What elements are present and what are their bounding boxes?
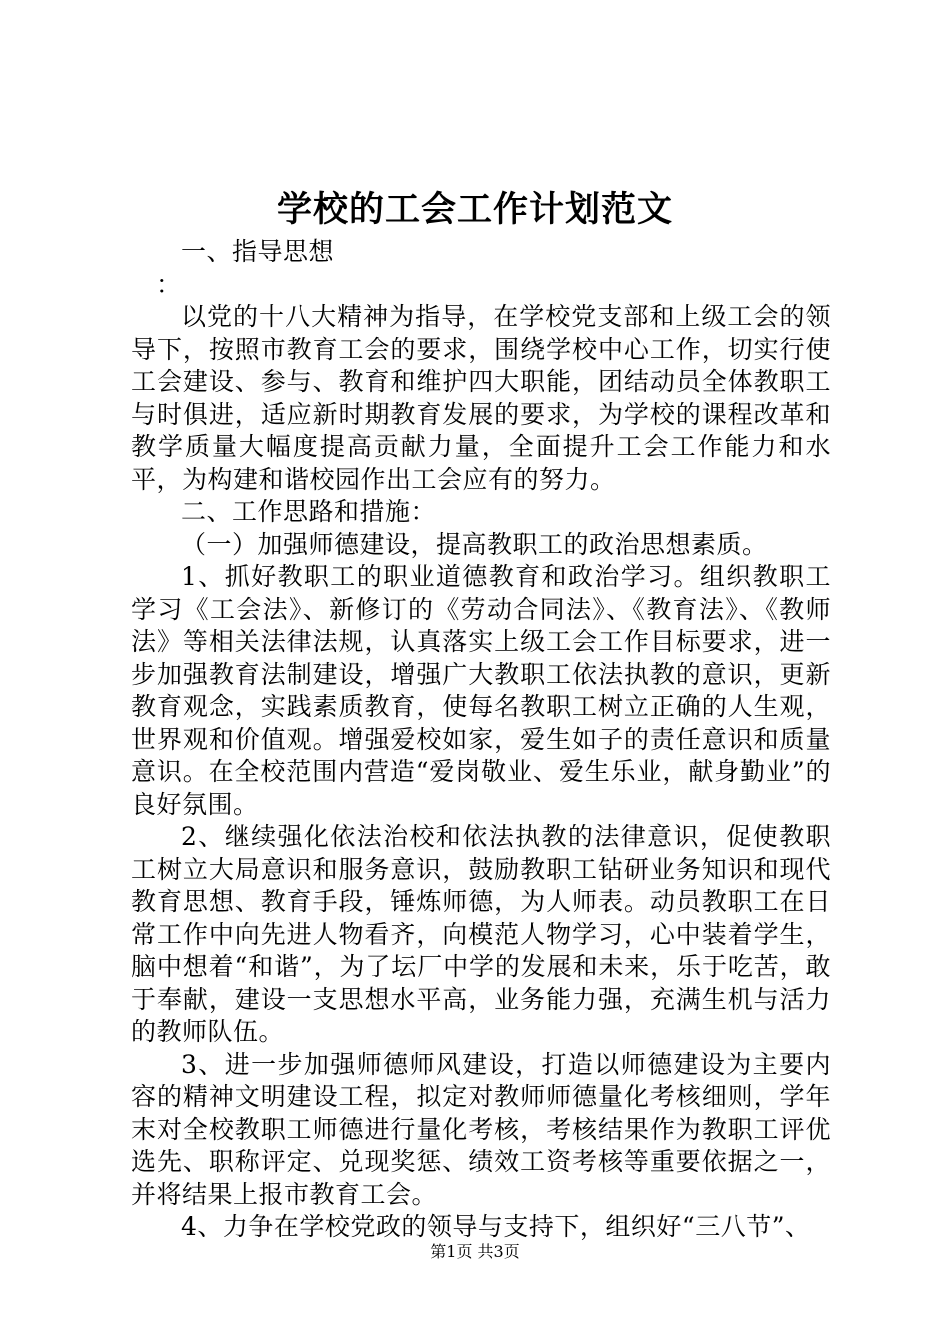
document-title: 学校的工会工作计划范文 [276, 189, 673, 230]
paragraph: 以党的十八大精神为指导，在学校党支部和上级工会的领导下，按照市教育工会的要求，围绕学校中心工作，切实行使工会建设、参与、教育和维护四大职能，团结动员全体教职工与时俱进，适应新时期教育发展的要求，为学校的课程改革和教学质量大幅度提高贡献力量，全面提升工会工作能力和水平，为构建和谐校园作出工会应有的努力。 [131, 302, 831, 494]
document-body [131, 236, 831, 1244]
colon-line: ： [156, 269, 182, 299]
section-heading: 一、指导思想 [181, 237, 335, 266]
page-number-footer: 第1页 共3页 [430, 1242, 520, 1261]
paragraph: 3、进一步加强师德师风建设，打造以师德建设为主要内容的精神文明建设工程，拟定对教师师德量化考核细则，学年末对全校教职工师德进行量化考核，考核结果作为教职工评优选先、职称评定、兑现奖惩、绩效工资考核等重要依据之一，并将结果上报市教育工会。 [131, 1049, 831, 1209]
section-heading: 二、工作思路和措施： [181, 497, 437, 526]
paragraph: 1、抓好教职工的职业道德教育和政治学习。组织教职工学习《工会法》、新修订的《劳动合同法》、《教育法》、《教师法》等相关法律法规，认真落实上级工会工作目标要求，进一步加强教育法制建设，增强广大教职工依法执教的意识，更新教育观念，实践素质教育，使每名教职工树立正确的人生观，世界观和价值观。增强爱校如家，爱生如子的责任意识和质量意识。在全校范围内营造“爱岗敬业、爱生乐业，献身勤业”的良好氛围。 [131, 562, 831, 819]
subsection-heading: （一）加强师德建设，提高教职工的政治思想素质。 [181, 529, 768, 559]
paragraph: 2、继续强化依法治校和依法执教的法律意识，促使教职工树立大局意识和服务意识，鼓励教职工钻研业务知识和现代教育思想、教育手段，锤炼师德，为人师表。动员教职工在日常工作中向先进人物看齐，向模范人物学习，心中装着学生，脑中想着“和谐”，为了坛厂中学的发展和未来，乐于吃苦，敢于奉献，建设一支思想水平高，业务能力强，充满生机与活力的教师队伍。 [131, 822, 831, 1046]
paragraph: 4、力争在学校党政的领导与支持下，组织好“三八节”、 [181, 1212, 811, 1241]
